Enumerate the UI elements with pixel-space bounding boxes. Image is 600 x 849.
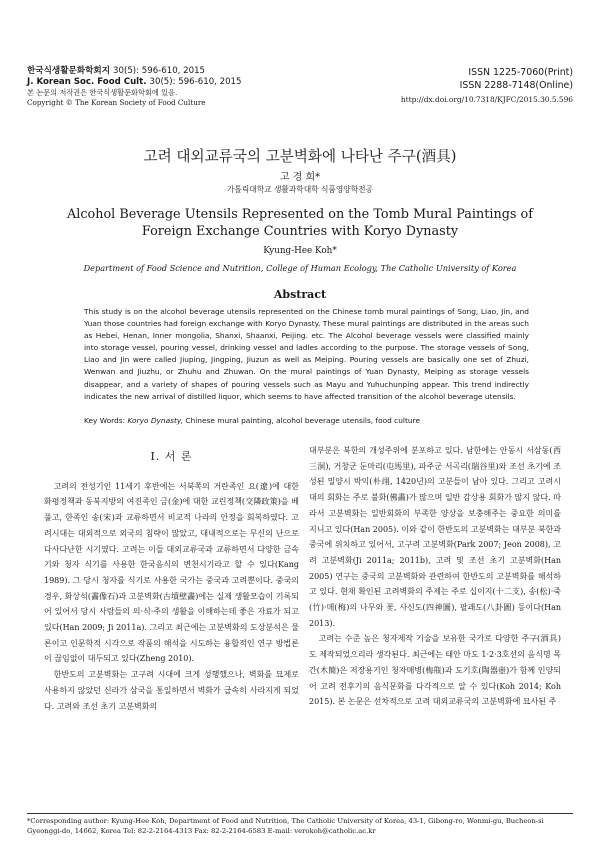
journal-header: [27, 66, 573, 116]
title-english-line2: Foreign Exchange Countries with Koryo Dynasty: [141, 224, 459, 239]
keywords: [84, 416, 529, 425]
title-english: [0, 206, 600, 240]
copyright-kr: 본 논문의 저작권은 한국식생활문화학회에 있음.: [27, 88, 178, 97]
left-column: [44, 443, 299, 714]
author-english: Kyung-Hee Koh*: [263, 246, 337, 256]
section-title: I. 서 론: [150, 450, 193, 463]
title-korean: 고려 대외교류국의 고분벽화에 나타난 주구(酒具): [143, 148, 457, 165]
abstract-heading: Abstract: [273, 288, 327, 301]
right-column: [309, 443, 561, 710]
paragraph-4: 고려는 수준 높은 청자제작 기술을 보유한 국가로 다양한 주구(酒具)도 제작되었으리라 생각된다. 최근에는 태안 마도 1·2·3호선의 음식명 목간(木簡)은 저장용기인 청자매병(梅甁)과 도기호(陶器壺)가 함께 인양되어 고려 전후기의 음식문화를 다각적으로 알 수 있다(Koh 2014; Koh 2015). 본 논문은 선차적으로 고려 대외교류국의 고분벽화에 묘사된 주: [309, 634, 561, 707]
keywords-label: Key Words:: [84, 416, 126, 425]
copyright-en: Copyright © The Korean Society of Food Culture: [27, 98, 206, 107]
abstract-text: This study is on the alcohol beverage utensils represented on the Chinese tomb mural paintings of Song, Liao, Jin, and Yuan those countries had foreign exchange with Koryo Dynasty. These mural paintings are distributed in the areas such as Hebei, Henan, Inner mongolia, Shanxi, Shaanxi, Peijing. etc. The Alcohol beverage vessels were classified mainly into storage vessel, pouring vessel, drinking vessel and ladles according to the purpose. The storage vessels of Song, Liao and Jin were called Jiuping, Jingping, Jiuzun as well as Meiping. Pouring vessels are basically one set of Zhuzi, Wenwan and Jiuzhu, or Zhuhu and Zhuwan. On the mural paintings of Yuan Dynasty, Meiping as storage vessels disappear, and a variety of shapes of pouring vessels such as Mayu and Yuhuchunping appear. This trend indirectly indicates the new arrival of distilled liquor, which seems to have affected transition of the alcohol beverage utensils.: [84, 307, 529, 401]
author-korean: 고 경 희*: [279, 172, 321, 183]
keywords-italic: Koryo Dynasty,: [127, 416, 184, 425]
issn-block: [401, 66, 573, 106]
journal-title-en: J. Korean Soc. Food Cult. 30(5): 596-610, 2015: [27, 77, 242, 87]
paragraph-1: 고려의 전성기인 11세기 후반에는 서북쪽의 거란족인 요(遼)에 대한 화평정책과 동북지방의 여진족인 금(金)에 대한 교린정책(交隣政策)을 베풀고, 한족인 송(宋)과 교류하면서 비교적 나라의 안정을 회복하였다. 고려시대는 대외적으로 외국의 침략이 많았고, 대내적으로는 무신의 난으로 다사다난한 시기였다. 고려는 이들 대외교류국과 교류하면서 다양한 금속기와 청자 식기를 사용한 한국음식의 변천시기라고 할 수 있다(Kang 1989). 그 당시 청자를 식기로 사용한 국가는 중국과 고려뿐이다. 중국의 경우, 화상석(畵像石)과 고분벽화(古墳壁畵)에는 실제 생활모습이 기록되어 있어서 당시 사람들의 의·식·주의 생활을 이해하는데 좋은 자료가 되고 있다(Han 2009; Ji 2011a). 그리고 최근에는 고분벽화의 도상분석은 물론이고 인문학적 시각으로 작품의 해석을 시도하는 융합적인 연구 방법론이 끊임없이 대두되고 있다(Zheng 2010).: [44, 481, 299, 664]
title-english-line1: Alcohol Beverage Utensils Represented on the Tomb Mural Paintings of: [67, 207, 533, 222]
issn-online: ISSN 2288-7148(Online): [459, 80, 573, 91]
journal-info: [27, 66, 357, 108]
footnote-divider: [27, 813, 573, 814]
keywords-list: Chinese mural painting, alcohol beverage utensils, food culture: [185, 416, 420, 425]
affiliation-korean: 가톨릭대학교 생활과학대학 식품영양학전공: [227, 185, 373, 194]
footnote: *Corresponding author: Kyung-Hee Koh, Department of Food and Nutrition, The Catholic University of Korea, 43-1, Gibong-ro, Wonmi-gu, Bucheon-si Gyeonggi-do, 14662, Korea Tel: 82-2-2164-4313 Fax: 82-2-2164-6583 E-mail: verokoh@catholic.ac.kr: [27, 817, 544, 836]
affiliation-english: Department of Food Science and Nutrition, College of Human Ecology, The Catholic University of Korea: [83, 263, 517, 273]
paragraph-2: 한반도의 고분벽화는 고구려 시대에 크게 성행했으나, 벽화를 묘제로 사용하지 않았던 신라가 삼국을 통일하면서 벽화가 급속히 사라지게 되었다. 고려와 조선 초기 고분벽화의: [44, 670, 299, 711]
issn-print: ISSN 1225-7060(Print): [468, 67, 573, 78]
journal-title-kr: 한국식생활문화학회지 30(5): 596-610, 2015: [27, 66, 206, 76]
doi-link[interactable]: http://dx.doi.org/10.7318/KJFC/2015.30.5.596: [400, 95, 573, 104]
paragraph-3: 대부분은 북한의 개성주위에 분포하고 있다. 남한에는 안동시 서삼동(西三洞), 거창군 둔마리(屯馬里), 파주군 서곡리(瑞谷里)와 조선 초기에 조성된 밀양시 박익(朴翊, 1420년)의 고분들이 남아 있다. 그리고 고려시대의 회화는 주로 불화(佛畵)가 많으며 일반 감상용 회화가 많지 않다. 따라서 고분벽화는 일반회화의 부족한 양상을 보충해주는 중요한 의미를 지니고 있다(Han 2005). 이와 같이 한반도의 고분벽화는 대부분 북한과 중국에 위치하고 있어서, 고구려 고분벽화(Park 2007; Jeon 2008), 고려 고분벽화(Ji 2011a; 2011b), 고려 및 조선 초기 고분벽화(Han 2005) 연구는 중국의 고분벽화와 관련하여 한반도의 고분벽화를 해석하고 있다. 현재 확인된 고려벽화의 주제는 주로 십이지(十二支), 송(松)·죽(竹)·매(梅)의 나무와 꽃, 사신도(四神圖), 팔괘도(八卦圖) 등이다(Han 2013).: [309, 446, 561, 628]
